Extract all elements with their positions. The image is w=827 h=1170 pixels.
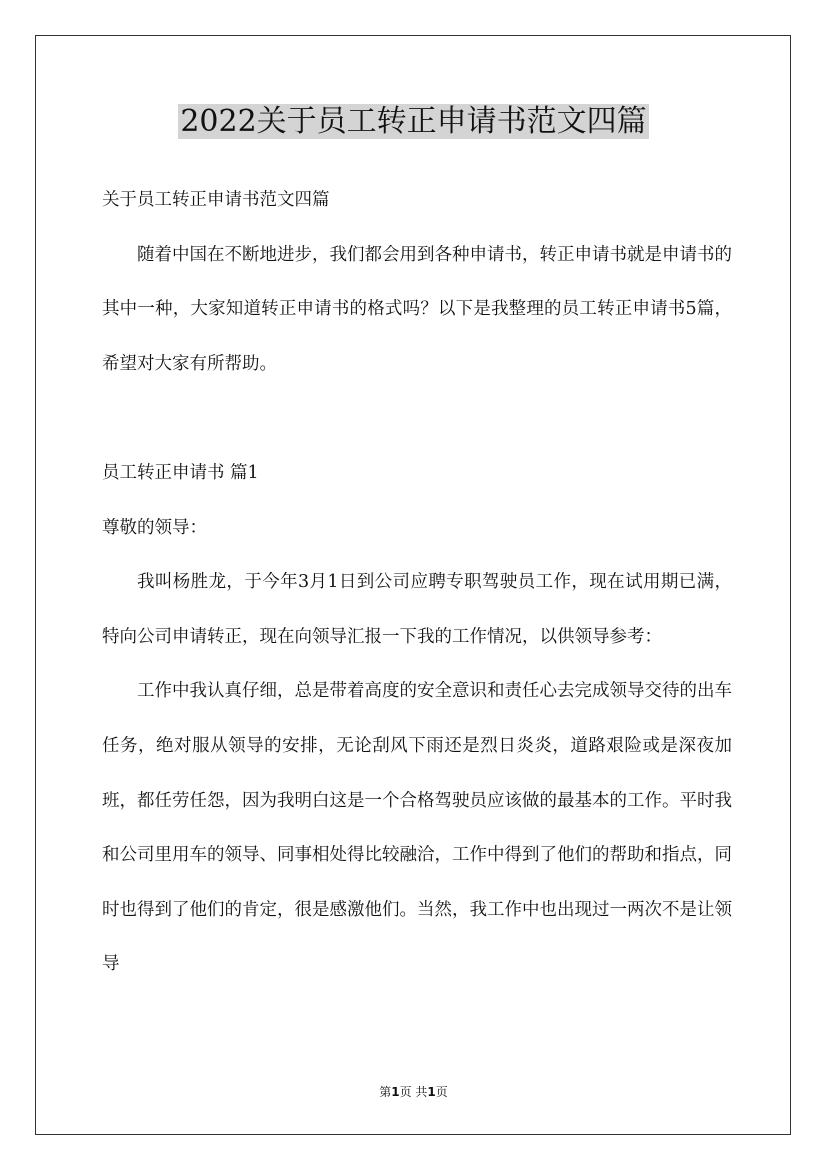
intro-paragraph: 随着中国在不断地进步，我们都会用到各种申请书，转正申请书就是申请书的其中一种，大家知道转正申请书的格式吗？以下是我整理的员工转正申请书5篇，希望对大家有所帮助。 [102, 244, 732, 374]
footer-page-current: 1 [391, 1085, 400, 1099]
document-title [0, 100, 827, 144]
blank-line [102, 391, 732, 446]
document-body [102, 173, 732, 992]
footer-suffix: 页 [435, 1085, 448, 1099]
footer-page-total: 1 [427, 1085, 436, 1099]
body-paragraph-1: 我叫杨胜龙，于今年3月1日到公司应聘专职驾驶员工作，现在试用期已满，特向公司申请转正，现在向领导汇报一下我的工作情况，以供领导参考： [102, 572, 732, 647]
salutation-paragraph: 尊敬的领导： [102, 517, 207, 538]
section-heading: 员工转正申请书 篇1 [102, 462, 259, 483]
footer-mid: 页 共 [399, 1085, 428, 1099]
footer-prefix: 第 [379, 1085, 392, 1099]
document-title-text: 2022关于员工转正申请书范文四篇 [180, 104, 647, 139]
subtitle-paragraph: 关于员工转正申请书范文四篇 [102, 190, 330, 210]
body-paragraph-2: 工作中我认真仔细，总是带着高度的安全意识和责任心去完成领导交待的出车任务，绝对服从领导的安排，无论刮风下雨还是烈日炎炎，道路艰险或是深夜加班，都任劳任怨，因为我明白这是一个合格驾驶员应该做的最基本的工作。平时我和公司里用车的领导、同事相处得比较融洽，工作中得到了他们的帮助和指点，同时也得到了他们的肯定，很是感激他们。当然，我工作中也出现过一两次不是让领导 [102, 681, 732, 975]
page-footer [0, 1084, 827, 1100]
